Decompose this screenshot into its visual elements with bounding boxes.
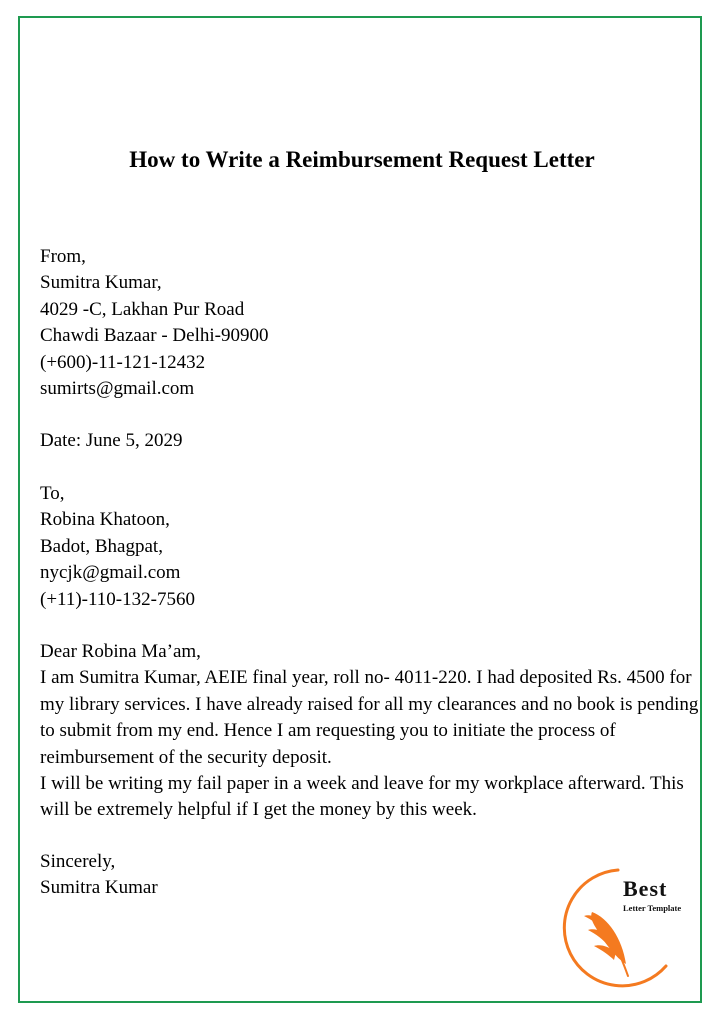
recipient-block	[40, 481, 195, 613]
sender-block	[40, 244, 268, 402]
best-letter-template-logo	[556, 866, 706, 996]
body-paragraph-2: I will be writing my fail paper in a week and leave for my workplace afterward. This will be extremely helpful if I get the money by this week.	[40, 773, 684, 821]
recipient-email: nycjk@gmail.com	[40, 562, 181, 584]
body-paragraph-1: I am Sumitra Kumar, AEIE final year, roll no- 4011-220. I had deposited Rs. 4500 for my library services. I have already raised for all my clearances and no book is pending to submit from my end. Hence I am requesting you to initiate the process of reimbursement of the security deposit.	[40, 667, 699, 768]
to-label: To,	[40, 483, 65, 504]
recipient-phone: (+11)-110-132-7560	[40, 588, 195, 610]
sender-name: Sumitra Kumar,	[40, 272, 162, 294]
signoff: Sincerely,	[40, 851, 116, 872]
closing-block	[40, 849, 158, 902]
sender-address-line1: 4029 -C, Lakhan Pur Road	[40, 298, 245, 320]
page-title: How to Write a Reimbursement Request Letter	[129, 147, 595, 172]
letter-body	[40, 639, 700, 824]
recipient-address: Badot, Bhagpat,	[40, 535, 163, 557]
logo-brand: Best	[623, 876, 668, 901]
letter-date: Date: June 5, 2029	[40, 430, 183, 451]
recipient-name: Robina Khatoon,	[40, 509, 170, 531]
salutation: Dear Robina Ma’am,	[40, 641, 201, 662]
sender-email: sumirts@gmail.com	[40, 378, 195, 400]
from-label: From,	[40, 246, 86, 267]
sender-phone: (+600)-11-121-12432	[40, 351, 206, 373]
signature-name: Sumitra Kumar	[40, 877, 158, 899]
logo-tagline: Letter Template	[623, 903, 682, 913]
sender-address-line2: Chawdi Bazaar - Delhi-90900	[40, 325, 269, 347]
date-line	[40, 428, 182, 454]
